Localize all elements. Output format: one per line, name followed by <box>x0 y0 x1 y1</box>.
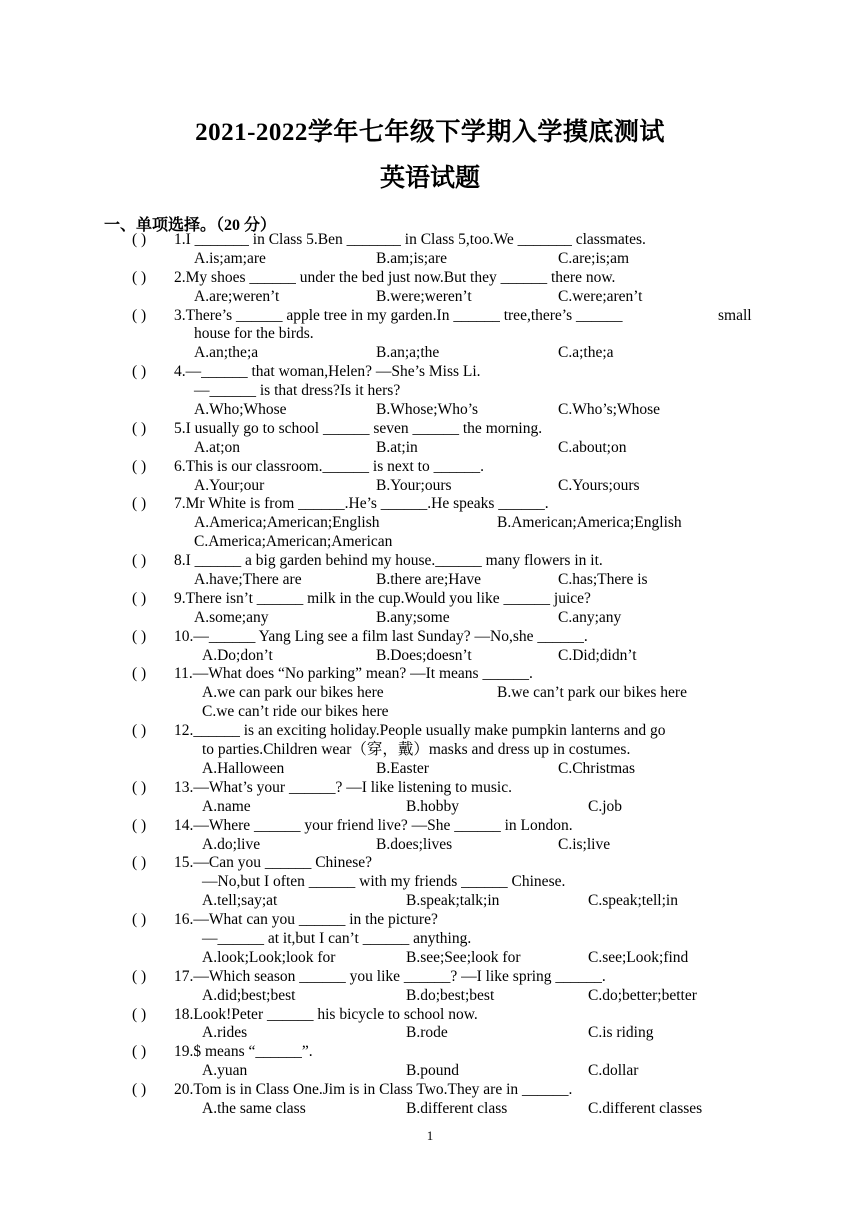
question-stem: 9.There isn’t ______ milk in the cup.Would you like ______ juice? <box>174 589 591 607</box>
question-12 <box>0 722 860 741</box>
option-c: C.is riding <box>588 1024 654 1042</box>
page-number: 1 <box>426 1128 434 1143</box>
option-b: B.were;weren’t <box>376 287 472 305</box>
options-row <box>0 1024 860 1043</box>
option-c: C.Did;didn’t <box>558 646 637 664</box>
question-stem-line2: —No,but I often ______ with my friends ______ Chinese. <box>202 873 566 891</box>
question-stem: 7.Mr White is from ______.He’s ______.He speaks ______. <box>174 495 549 513</box>
option-b: B.see;See;look for <box>406 948 521 966</box>
question-stem: 12.______ is an exciting holiday.People usually make pumpkin lanterns and go <box>174 722 666 740</box>
answer-blank[interactable]: ( ) <box>132 363 147 381</box>
question-stem: 15.—Can you ______ Chinese? <box>174 854 373 872</box>
question-stem: 4.—______ that woman,Helen? —She’s Miss Li. <box>174 363 481 381</box>
option-b: B.an;a;the <box>376 344 440 362</box>
question-list <box>0 231 860 1119</box>
options-row <box>0 703 860 722</box>
answer-blank[interactable]: ( ) <box>132 495 147 513</box>
question-13 <box>0 779 860 798</box>
question-1 <box>0 231 860 250</box>
options-row <box>0 836 860 855</box>
option-b: B.rode <box>406 1024 448 1042</box>
options-row <box>0 798 860 817</box>
option-c: C.Christmas <box>558 759 636 777</box>
options-row <box>0 647 860 666</box>
question-stem: 11.—What does “No parking” mean? —It means ______. <box>174 665 533 683</box>
option-a: A.some;any <box>194 608 269 626</box>
answer-blank[interactable]: ( ) <box>132 589 147 607</box>
option-a: A.Your;our <box>194 476 265 494</box>
option-b: B.does;lives <box>376 835 453 853</box>
exam-title: 2021-2022学年七年级下学期入学摸底测试 <box>195 119 665 146</box>
question-6 <box>0 458 860 477</box>
option-c: C.has;There is <box>558 571 648 589</box>
answer-blank[interactable]: ( ) <box>132 627 147 645</box>
question-stem: 18.Look!Peter ______ his bicycle to school now. <box>174 1005 478 1023</box>
option-a: A.rides <box>202 1024 248 1042</box>
option-c: C.were;aren’t <box>558 287 643 305</box>
options-row <box>0 892 860 911</box>
option-b: B.different class <box>406 1099 508 1117</box>
options-row <box>0 250 860 269</box>
option-a: A.the same class <box>202 1099 306 1117</box>
answer-blank[interactable]: ( ) <box>132 1005 147 1023</box>
option-b: B.there are;Have <box>376 571 481 589</box>
answer-blank[interactable]: ( ) <box>132 816 147 834</box>
question-stem-line2: to parties.Children wear（穿，戴）masks and dress up in costumes. <box>202 741 631 759</box>
answer-blank[interactable]: ( ) <box>132 1081 147 1099</box>
question-8 <box>0 552 860 571</box>
options-row <box>0 344 860 363</box>
question-11 <box>0 665 860 684</box>
question-stem-line2: —______ at it,but I can’t ______ anything. <box>202 929 472 947</box>
option-b: B.Whose;Who’s <box>376 401 479 419</box>
option-c: C.Yours;ours <box>558 476 640 494</box>
option-c: C.see;Look;find <box>588 948 689 966</box>
question-stem-continued <box>0 741 860 760</box>
option-b: B.Your;ours <box>376 476 452 494</box>
option-c: C.do;better;better <box>588 986 697 1004</box>
option-c: C.we can’t ride our bikes here <box>202 703 389 721</box>
question-stem-continued <box>0 873 860 892</box>
options-row <box>0 571 860 590</box>
option-a: A.at;on <box>194 438 241 456</box>
question-stem-continued <box>0 930 860 949</box>
question-stem-line2: house for the birds. <box>194 325 314 343</box>
question-19 <box>0 1043 860 1062</box>
question-14 <box>0 817 860 836</box>
option-c: C.Who’s;Whose <box>558 401 661 419</box>
question-5 <box>0 420 860 439</box>
option-a: A.did;best;best <box>202 986 296 1004</box>
option-b: B.Easter <box>376 759 429 777</box>
options-row <box>0 439 860 458</box>
option-b: B.we can’t park our bikes here <box>497 684 687 702</box>
options-row <box>0 949 860 968</box>
options-row <box>0 288 860 307</box>
option-c: C.are;is;am <box>558 249 630 267</box>
options-row <box>0 684 860 703</box>
question-20 <box>0 1081 860 1100</box>
option-a: A.Halloween <box>202 759 285 777</box>
answer-blank[interactable]: ( ) <box>132 306 147 324</box>
option-c: C.a;the;a <box>558 344 614 362</box>
question-2 <box>0 269 860 288</box>
answer-blank[interactable]: ( ) <box>132 665 147 683</box>
option-b: B.at;in <box>376 438 418 456</box>
question-stem-end: small <box>718 306 752 324</box>
option-c: C.is;live <box>558 835 611 853</box>
question-stem-line2: —______ is that dress?Is it hers? <box>194 382 401 400</box>
exam-subtitle: 英语试题 <box>379 165 480 192</box>
question-10 <box>0 628 860 647</box>
answer-blank[interactable]: ( ) <box>132 854 147 872</box>
option-c: C.speak;tell;in <box>588 892 678 910</box>
answer-blank[interactable]: ( ) <box>132 911 147 929</box>
question-stem: 8.I ______ a big garden behind my house.______ many flowers in it. <box>174 552 603 570</box>
answer-blank[interactable]: ( ) <box>132 1043 147 1061</box>
answer-blank[interactable]: ( ) <box>132 722 147 740</box>
answer-blank[interactable]: ( ) <box>132 967 147 985</box>
question-stem: 19.$ means “______”. <box>174 1043 313 1061</box>
option-a: A.Who;Whose <box>194 401 287 419</box>
option-c: C.job <box>588 797 623 815</box>
question-stem: 20.Tom is in Class One.Jim is in Class Two.They are in ______. <box>174 1081 573 1099</box>
question-stem: 2.My shoes ______ under the bed just now.But they ______ there now. <box>174 268 616 286</box>
option-c: C.America;American;American <box>194 533 393 551</box>
option-c: C.any;any <box>558 608 622 626</box>
option-b: B.am;is;are <box>376 249 448 267</box>
question-stem: 14.—Where ______ your friend live? —She ______ in London. <box>174 816 573 834</box>
option-c: C.different classes <box>588 1099 703 1117</box>
question-18 <box>0 1006 860 1025</box>
option-a: A.yuan <box>202 1062 248 1080</box>
question-stem-continued <box>0 325 860 344</box>
question-stem: 13.—What’s your ______? —I like listening to music. <box>174 778 512 796</box>
option-c: C.about;on <box>558 438 627 456</box>
question-stem-continued <box>0 382 860 401</box>
option-a: A.is;am;are <box>194 249 266 267</box>
option-b: B.speak;talk;in <box>406 892 500 910</box>
options-row <box>0 1100 860 1119</box>
option-a: A.have;There are <box>194 571 302 589</box>
option-a: A.Do;don’t <box>202 646 273 664</box>
option-b: B.any;some <box>376 608 450 626</box>
question-15 <box>0 854 860 873</box>
question-7 <box>0 495 860 514</box>
question-stem: 16.—What can you ______ in the picture? <box>174 911 438 929</box>
question-4 <box>0 363 860 382</box>
options-row <box>0 477 860 496</box>
option-b: B.American;America;English <box>497 514 682 532</box>
options-row <box>0 514 860 533</box>
question-17 <box>0 968 860 987</box>
question-stem: 17.—Which season ______ you like ______? —I like spring ______. <box>174 967 606 985</box>
option-a: A.are;weren’t <box>194 287 280 305</box>
question-stem: 6.This is our classroom.______ is next to ______. <box>174 457 484 475</box>
answer-blank[interactable]: ( ) <box>132 268 147 286</box>
options-row <box>0 1062 860 1081</box>
option-c: C.dollar <box>588 1062 639 1080</box>
option-a: A.tell;say;at <box>202 892 278 910</box>
answer-blank[interactable]: ( ) <box>132 778 147 796</box>
options-row <box>0 987 860 1006</box>
question-3 <box>0 307 860 326</box>
options-row <box>0 401 860 420</box>
option-a: A.we can park our bikes here <box>202 684 384 702</box>
answer-blank[interactable]: ( ) <box>132 419 147 437</box>
option-a: A.do;live <box>202 835 261 853</box>
answer-blank[interactable]: ( ) <box>132 231 147 248</box>
option-b: B.pound <box>406 1062 459 1080</box>
option-a: A.an;the;a <box>194 344 259 362</box>
answer-blank[interactable]: ( ) <box>132 457 147 475</box>
question-stem: 5.I usually go to school ______ seven ______ the morning. <box>174 419 543 437</box>
section-heading: 一、单项选择。（20 分） <box>104 217 277 234</box>
option-b: B.do;best;best <box>406 986 495 1004</box>
options-row <box>0 533 860 552</box>
option-b: B.Does;doesn’t <box>376 646 472 664</box>
options-row <box>0 760 860 779</box>
option-a: A.name <box>202 797 251 815</box>
option-a: A.look;Look;look for <box>202 948 336 966</box>
question-stem: 10.—______ Yang Ling see a film last Sunday? —No,she ______. <box>174 627 588 645</box>
options-row <box>0 609 860 628</box>
answer-blank[interactable]: ( ) <box>132 552 147 570</box>
question-stem: 1.I _______ in Class 5.Ben _______ in Class 5,too.We _______ classmates. <box>174 231 646 248</box>
option-b: B.hobby <box>406 797 459 815</box>
question-9 <box>0 590 860 609</box>
question-stem: 3.There’s ______ apple tree in my garden.In ______ tree,there’s ______ <box>174 306 623 324</box>
question-16 <box>0 911 860 930</box>
option-a: A.America;American;English <box>194 514 380 532</box>
